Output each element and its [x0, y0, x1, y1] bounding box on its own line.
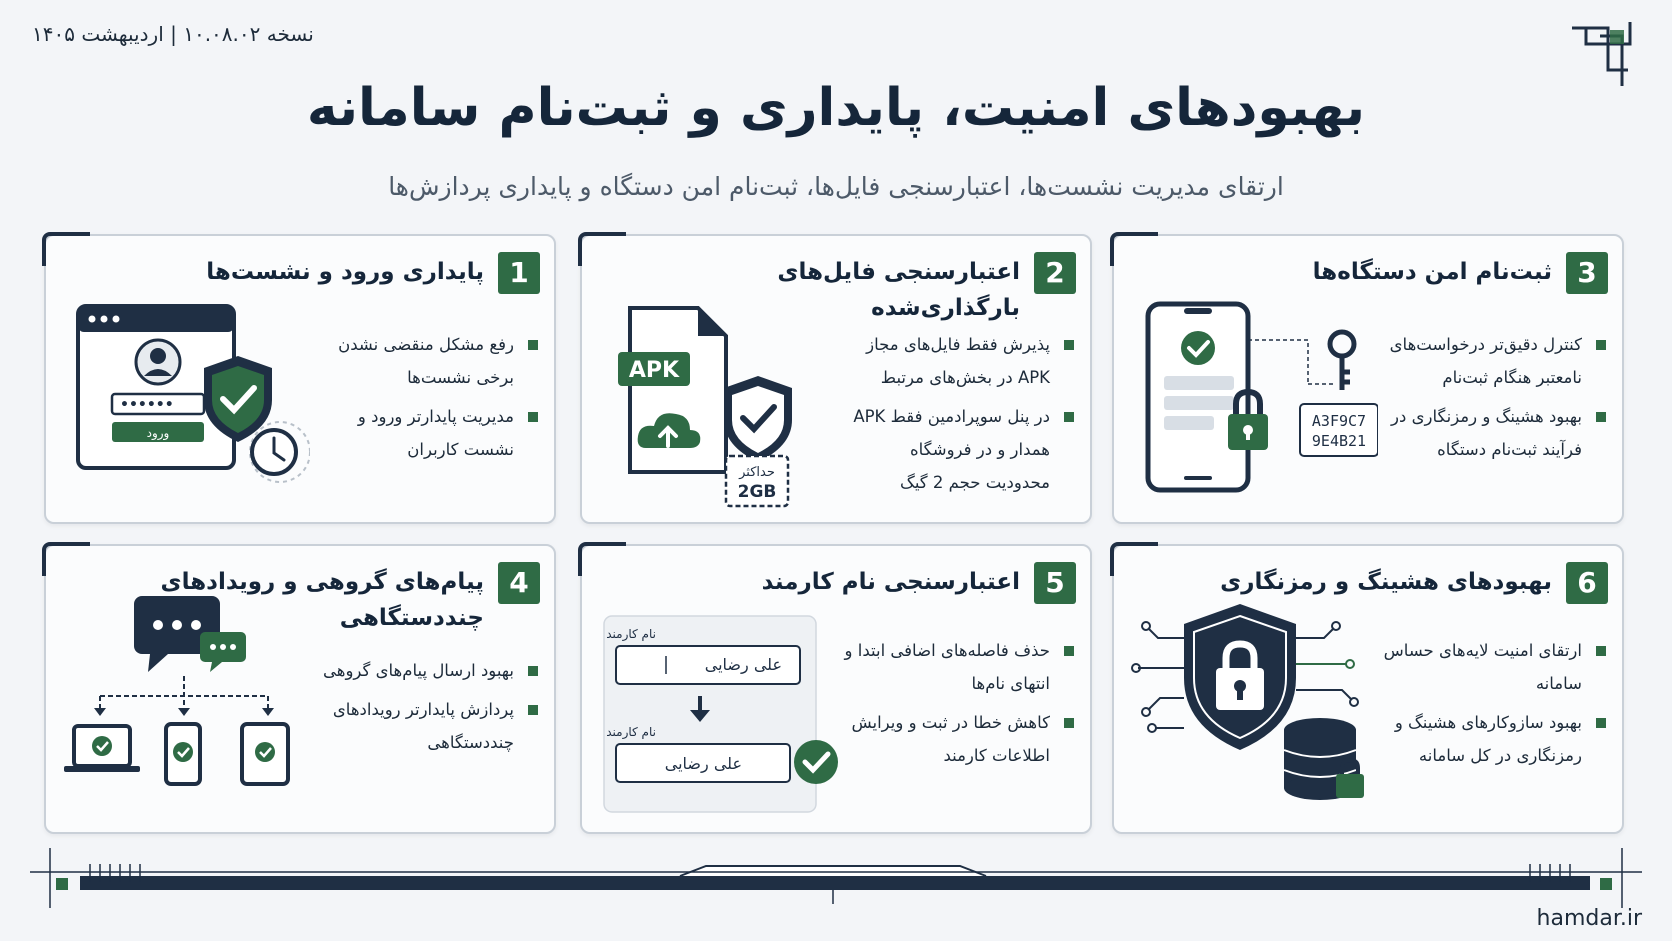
shield-lock-icon: [1184, 604, 1296, 750]
smartphone-icon: [166, 724, 200, 784]
card-title: پیام‌های گروهی و رویدادهای چنددستگاهی: [160, 569, 484, 631]
card-number-badge: 5: [1034, 562, 1076, 604]
footer-circuit-decoration: [30, 848, 1642, 908]
bullet-item: بهبود ارسال پیام‌های گروهی: [308, 654, 540, 687]
card-hashing-encryption: [1112, 544, 1624, 834]
field-label: نام کارمند: [606, 627, 656, 641]
footer-brand[interactable]: hamdar.ir: [1536, 906, 1642, 931]
max-size-value: 2GB: [737, 482, 777, 502]
card-number-badge: 6: [1566, 562, 1608, 604]
card-title: اعتبارسنجی نام کارمند: [761, 569, 1020, 595]
bullet-item: ارتقای امنیت لایه‌های حساس سامانه: [1376, 634, 1608, 700]
card-file-validation: [580, 234, 1092, 524]
bullet-list: [308, 328, 540, 472]
bullet-item: رفع مشکل منقضی نشدن برخی نشست‌ها: [308, 328, 540, 394]
bullet-list: [1376, 634, 1608, 778]
field-label: نام کارمند: [606, 725, 656, 739]
multi-device-illustration: [60, 586, 310, 801]
bullet-item: کاهش خطا در ثبت و ویرایش اطلاعات کارمند: [844, 706, 1076, 772]
card-title: اعتبارسنجی فایل‌های بارگذاری‌شده: [777, 259, 1020, 321]
page-subtitle: ارتقای مدیریت نشست‌ها، اعتبارسنجی فایل‌ها، ثبت‌نام امن دستگاه و پایداری پردازش‌ها: [388, 172, 1284, 201]
key-icon: [1330, 332, 1354, 390]
card-employee-name-validation: [580, 544, 1092, 834]
chat-bubble-icon: [134, 596, 246, 672]
password-mask: ••••••: [120, 397, 174, 413]
version-line: نسخه ۱۰.۰۸.۰۲ | اردیبهشت ۱۴۰۵: [32, 22, 314, 46]
card-title: پایداری ورود و نشست‌ها: [206, 259, 484, 285]
card-device-registration: [1112, 234, 1624, 524]
check-circle-icon: [794, 740, 838, 784]
card-number-badge: 1: [498, 252, 540, 294]
shield-check-icon: [724, 376, 792, 462]
bullet-item: پذیرش فقط فایل‌های مجاز APK در بخش‌های مرتبط: [844, 328, 1076, 394]
bullet-item: حذف فاصله‌های اضافی ابتدا و انتهای نام‌ها: [844, 634, 1076, 700]
encryption-illustration: [1128, 598, 1378, 813]
card-number-badge: 4: [498, 562, 540, 604]
bullet-list: [308, 654, 540, 765]
bullet-item: پردازش پایدارتر رویدادهای چنددستگاهی: [308, 693, 540, 759]
bullet-list: [844, 634, 1076, 778]
page-title: بهبودهای امنیت، پایداری و ثبت‌نام سامانه: [306, 78, 1366, 138]
card-title: ثبت‌نام امن دستگاه‌ها: [1312, 259, 1552, 285]
card-session-stability: [44, 234, 556, 524]
apk-file-illustration: [596, 296, 846, 511]
bullet-list: [1376, 328, 1608, 472]
clock-icon: [250, 422, 310, 482]
bullet-item: بهبود سازوکارهای هشینگ و رمزنگاری در کل سامانه: [1376, 706, 1608, 772]
user-avatar-icon: [136, 340, 180, 384]
name-after-value: علی رضایی: [664, 754, 742, 773]
login-window-illustration: [60, 296, 310, 511]
name-before-value: علی رضایی: [704, 655, 782, 674]
hash-line-2: 9E4B21: [1311, 432, 1367, 450]
card-number-badge: 3: [1566, 252, 1608, 294]
login-button-label: ورود: [146, 426, 170, 440]
card-title: بهبودهای هشینگ و رمزنگاری: [1220, 569, 1552, 595]
name-field-illustration: [596, 610, 846, 825]
bullet-item: کنترل دقیق‌تر درخواست‌های نامعتبر هنگام ثبت‌نام: [1376, 328, 1608, 394]
laptop-icon: [64, 726, 140, 772]
bullet-item: مدیریت پایدارتر ورود و نشست کاربران: [308, 400, 540, 466]
check-circle-icon: [1181, 331, 1215, 365]
hash-line-1: A3F9C7: [1311, 412, 1367, 430]
card-group-messages: [44, 544, 556, 834]
bullet-item: بهبود هشینگ و رمزنگاری در فرآیند ثبت‌نام دستگاه: [1376, 400, 1608, 466]
max-size-label: حداکثر: [739, 465, 775, 480]
bullet-item: در پنل سوپرادمین فقط APK همدار و در فروشگاه محدودیت حجم 2 گیگ: [844, 400, 1076, 499]
phone-registration-illustration: [1128, 296, 1378, 511]
card-number-badge: 2: [1034, 252, 1076, 294]
bullet-list: [844, 328, 1076, 505]
tablet-icon: [242, 724, 288, 784]
apk-label: APK: [628, 358, 680, 383]
